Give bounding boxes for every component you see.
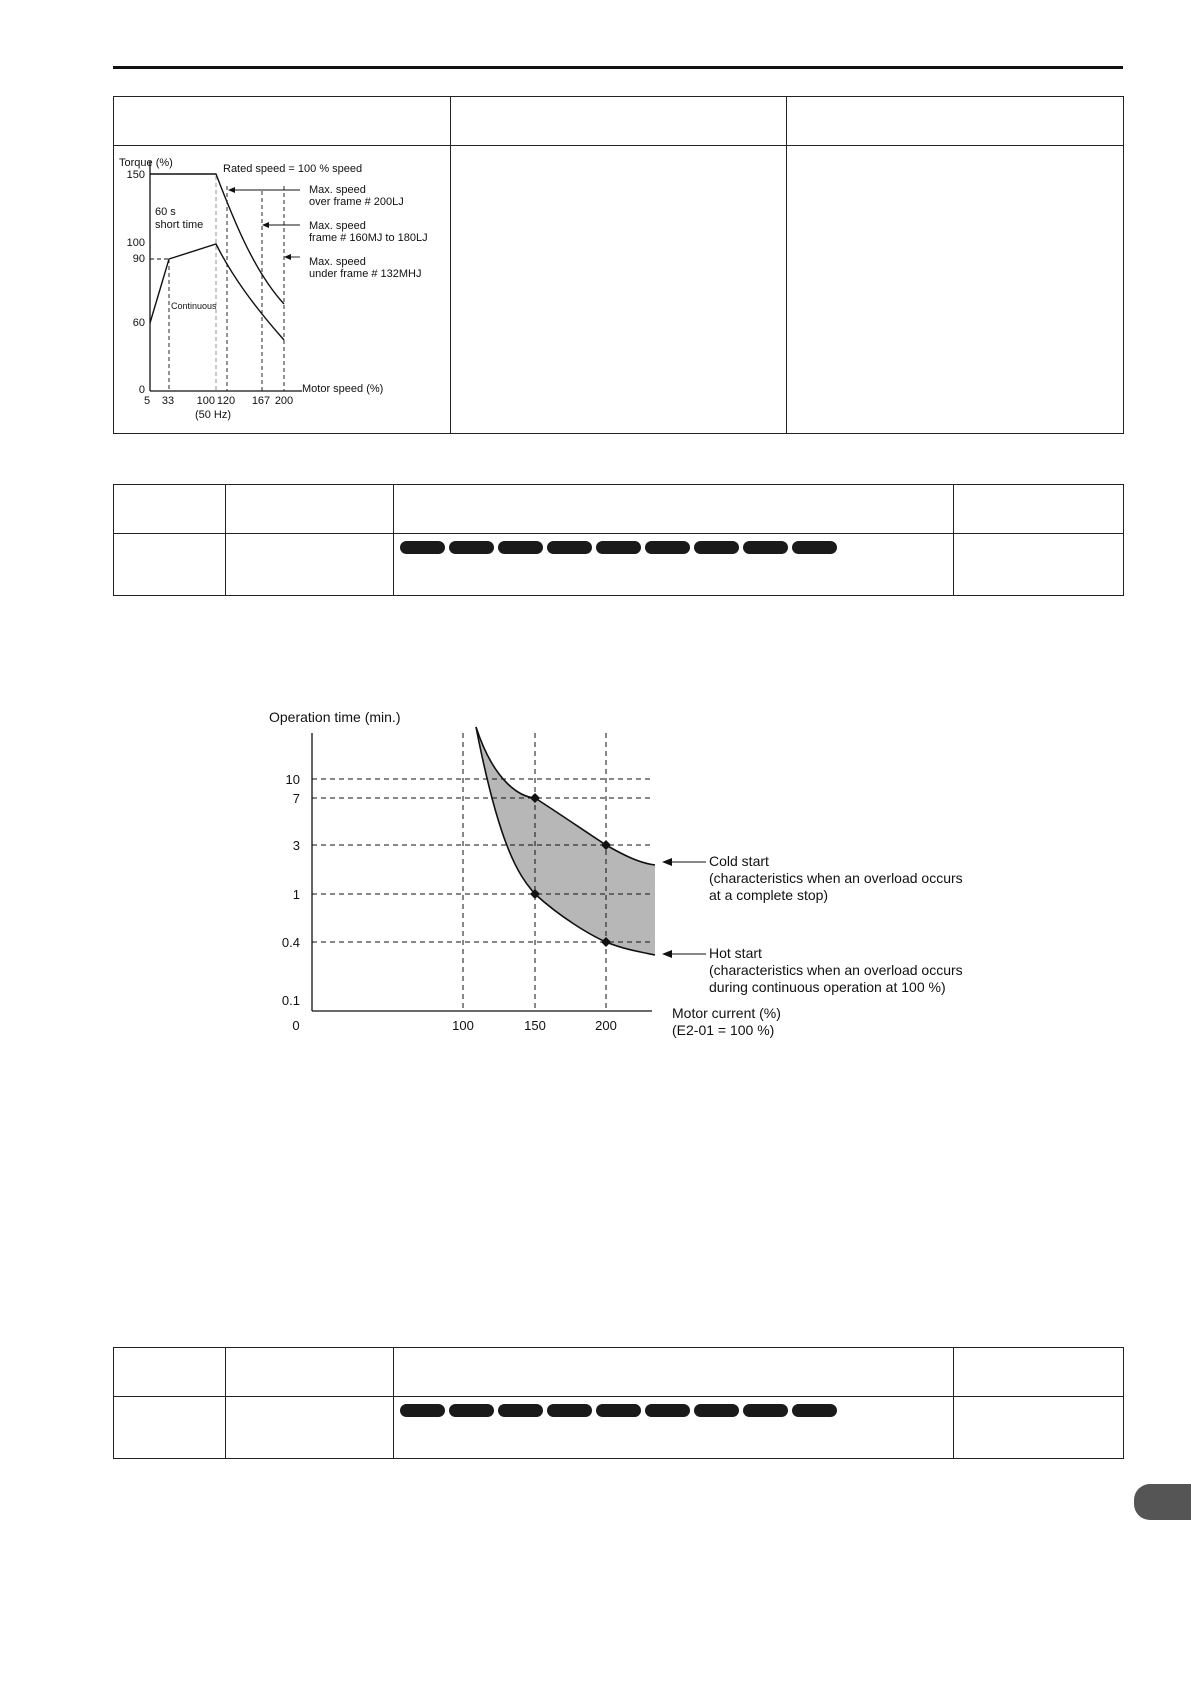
control-mode-badge bbox=[449, 541, 494, 554]
hot-start-arrowhead bbox=[662, 950, 672, 958]
parameter-cell bbox=[226, 534, 394, 596]
hot-start-desc: during continuous operation at 100 %) bbox=[709, 979, 946, 995]
header-cell bbox=[787, 97, 1124, 146]
hot-start-label: Hot start bbox=[709, 945, 762, 961]
overload-shaded-region bbox=[476, 727, 655, 955]
parameter-table bbox=[113, 484, 1124, 596]
y-tick-label: 10 bbox=[285, 772, 300, 787]
control-mode-badge bbox=[596, 1404, 641, 1417]
x-axis-title: Motor current (%) bbox=[672, 1005, 781, 1021]
parameter-cell bbox=[114, 1397, 226, 1459]
header-cell bbox=[954, 485, 1124, 534]
x-tick-label: 200 bbox=[595, 1018, 617, 1033]
control-mode-badge bbox=[596, 541, 641, 554]
control-mode-badge bbox=[645, 1404, 690, 1417]
header-cell bbox=[114, 97, 451, 146]
y-tick: 150 bbox=[126, 169, 145, 181]
max-speed-label: Max. speed bbox=[309, 256, 366, 268]
continuous-label: Continuous bbox=[171, 301, 217, 311]
x-tick: 100 bbox=[196, 395, 215, 407]
overload-chart bbox=[260, 705, 980, 1050]
control-mode-badge bbox=[645, 541, 690, 554]
control-mode-badge bbox=[498, 541, 543, 554]
header-cell bbox=[226, 1348, 394, 1397]
y-axis-title: Operation time (min.) bbox=[269, 709, 401, 725]
control-mode-badge bbox=[547, 541, 592, 554]
x-tick: 120 bbox=[216, 395, 236, 407]
description-cell bbox=[451, 146, 787, 434]
control-mode-badge bbox=[743, 1404, 788, 1417]
max-speed-label: frame # 160MJ to 180LJ bbox=[309, 232, 428, 244]
y-axis-title: Torque (%) bbox=[119, 157, 173, 169]
control-mode-badge bbox=[498, 1404, 543, 1417]
control-mode-badge bbox=[694, 1404, 739, 1417]
control-mode-badges bbox=[394, 1397, 953, 1417]
x-tick: 167 bbox=[251, 395, 271, 407]
max-speed-label: Max. speed bbox=[309, 220, 366, 232]
y-tick: 0 bbox=[138, 384, 145, 396]
x-axis-note: (E2-01 = 100 %) bbox=[672, 1022, 775, 1038]
torque-chart-cell bbox=[114, 146, 451, 434]
parameter-table bbox=[113, 1347, 1124, 1459]
y-tick: 90 bbox=[132, 253, 145, 265]
x-tick-label: 0 bbox=[292, 1018, 300, 1033]
header-cell bbox=[394, 1348, 954, 1397]
short-time-label: 60 s bbox=[155, 206, 176, 218]
header-rule bbox=[113, 66, 1123, 69]
parameter-cell bbox=[954, 1397, 1124, 1459]
header-cell bbox=[394, 485, 954, 534]
parameter-cell bbox=[226, 1397, 394, 1459]
hot-start-desc: (characteristics when an overload occurs bbox=[709, 962, 963, 978]
motor-characteristics-table bbox=[113, 96, 1124, 434]
header-cell bbox=[226, 485, 394, 534]
control-mode-cell bbox=[394, 534, 954, 596]
control-mode-badge bbox=[743, 541, 788, 554]
max-speed-label: under frame # 132MHJ bbox=[309, 268, 422, 280]
header-cell bbox=[451, 97, 787, 146]
y-tick: 60 bbox=[132, 317, 145, 329]
page-edge-tab bbox=[1134, 1484, 1191, 1520]
parameter-cell bbox=[114, 534, 226, 596]
header-cell bbox=[114, 1348, 226, 1397]
cold-start-desc: (characteristics when an overload occurs bbox=[709, 870, 963, 886]
x-tick: 200 bbox=[274, 395, 294, 407]
y-tick-label: 1 bbox=[292, 887, 300, 902]
max-speed-label: over frame # 200LJ bbox=[309, 196, 404, 208]
x-tick-label: 150 bbox=[524, 1018, 546, 1033]
parameter-cell bbox=[954, 534, 1124, 596]
x-tick: 33 bbox=[161, 395, 175, 407]
control-mode-badge bbox=[792, 1404, 837, 1417]
x-tick-label: 100 bbox=[452, 1018, 474, 1033]
control-mode-badge bbox=[400, 1404, 445, 1417]
plot-area bbox=[282, 727, 963, 1038]
y-tick-label: 7 bbox=[292, 791, 300, 806]
x-tick: 5 bbox=[143, 395, 151, 407]
control-mode-badge bbox=[449, 1404, 494, 1417]
cold-start-arrowhead bbox=[662, 858, 672, 866]
cold-start-desc: at a complete stop) bbox=[709, 887, 829, 903]
header-cell bbox=[114, 485, 226, 534]
control-mode-badge bbox=[792, 541, 837, 554]
y-tick: 100 bbox=[126, 237, 145, 249]
description-cell bbox=[787, 146, 1124, 434]
y-tick-label: 3 bbox=[292, 838, 300, 853]
y-tick-label: 0.1 bbox=[281, 993, 300, 1008]
torque-speed-chart bbox=[114, 146, 450, 428]
header-cell bbox=[954, 1348, 1124, 1397]
cold-start-label: Cold start bbox=[709, 853, 769, 869]
y-tick-label: 0.4 bbox=[281, 935, 300, 950]
control-mode-badge bbox=[400, 541, 445, 554]
x-note: (50 Hz) bbox=[194, 409, 232, 421]
control-mode-badges bbox=[394, 534, 953, 554]
control-mode-badge bbox=[694, 541, 739, 554]
control-mode-badge bbox=[547, 1404, 592, 1417]
short-time-label: short time bbox=[155, 219, 204, 231]
control-mode-cell bbox=[394, 1397, 954, 1459]
x-axis-title: Motor speed (%) bbox=[302, 383, 384, 395]
rated-speed-label: Rated speed = 100 % speed bbox=[223, 163, 363, 175]
max-speed-label: Max. speed bbox=[309, 184, 366, 196]
